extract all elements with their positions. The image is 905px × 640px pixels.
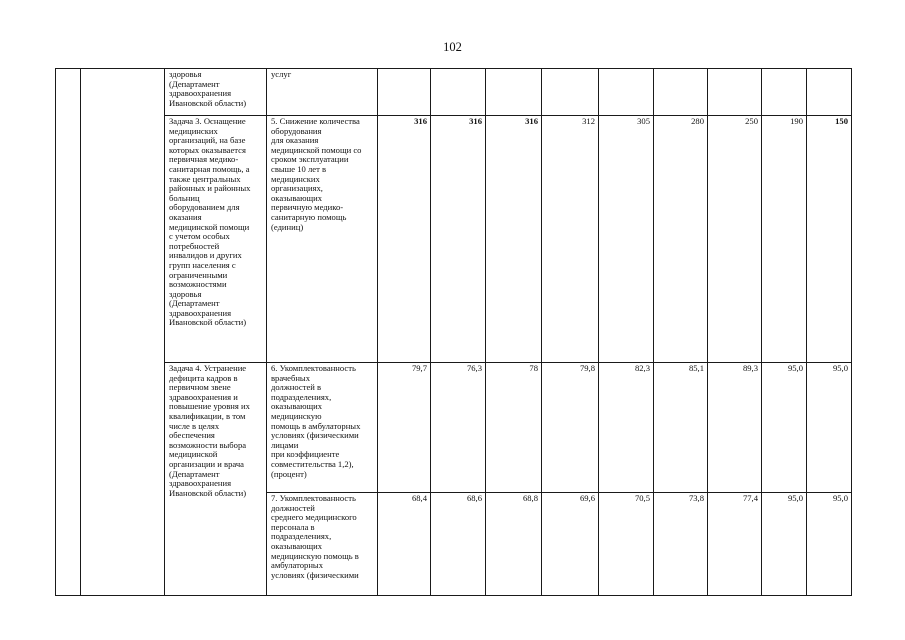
value-cell: 95,0	[807, 493, 852, 596]
indicator-cell: 7. Укомплектованность должностей среднего медицинского персонала в подразделениях, оказывающих медицинскую помощь в амбулаторных условиях (физическими	[267, 493, 378, 596]
value-cell: 95,0	[807, 363, 852, 493]
value-cell: 68,6	[431, 493, 486, 596]
value-cell: 89,3	[708, 363, 762, 493]
value-cell	[378, 69, 431, 116]
value-cell	[708, 69, 762, 116]
value-cell: 316	[431, 116, 486, 363]
value-cell: 77,4	[708, 493, 762, 596]
value-cell: 76,3	[431, 363, 486, 493]
value-cell	[762, 69, 807, 116]
value-cell: 316	[378, 116, 431, 363]
page-number: 102	[443, 40, 462, 54]
value-cell: 68,8	[486, 493, 542, 596]
value-cell: 85,1	[654, 363, 708, 493]
value-cell: 190	[762, 116, 807, 363]
value-cell: 150	[807, 116, 852, 363]
value-cell: 82,3	[599, 363, 654, 493]
value-cell: 280	[654, 116, 708, 363]
value-cell: 69,6	[542, 493, 599, 596]
value-cell: 312	[542, 116, 599, 363]
value-cell: 305	[599, 116, 654, 363]
program-cell	[81, 69, 165, 596]
task-cell: здоровья (Департамент здравоохранения Ивановской области)	[165, 69, 267, 116]
indicator-cell: 5. Снижение количества оборудования для оказания медицинской помощи со сроком эксплуатации свыше 10 лет в медицинских организациях, оказывающих первичную медико- санитарную помощь (единиц)	[267, 116, 378, 363]
value-cell: 316	[486, 116, 542, 363]
value-cell: 79,8	[542, 363, 599, 493]
number-cell	[56, 69, 81, 596]
value-cell	[431, 69, 486, 116]
value-cell: 68,4	[378, 493, 431, 596]
plan-table	[55, 68, 852, 596]
value-cell: 250	[708, 116, 762, 363]
value-cell: 95,0	[762, 493, 807, 596]
indicator-cell: услуг	[267, 69, 378, 116]
value-cell: 73,8	[654, 493, 708, 596]
table-row	[56, 363, 852, 493]
value-cell	[807, 69, 852, 116]
task-cell: Задача 4. Устранение дефицита кадров в первичном звене здравоохранения и повышение уровня их квалификации, в том числе в целях обеспечения возможности выбора медицинской организации и врача (Департамент здравоохранения Ивановской области)	[165, 363, 267, 596]
value-cell	[654, 69, 708, 116]
value-cell: 78	[486, 363, 542, 493]
value-cell	[542, 69, 599, 116]
indicator-cell: 6. Укомплектованность врачебных должностей в подразделениях, оказывающих медицинскую помощь в амбулаторных условиях (физическими лицами при коэффициенте совместительства 1,2), (процент)	[267, 363, 378, 493]
value-cell: 70,5	[599, 493, 654, 596]
value-cell: 79,7	[378, 363, 431, 493]
value-cell	[486, 69, 542, 116]
value-cell: 95,0	[762, 363, 807, 493]
value-cell	[599, 69, 654, 116]
task-cell: Задача 3. Оснащение медицинских организаций, на базе которых оказывается первичная медико- санитарная помощь, а также центральных районных и районных больниц оборудованием для оказания медицинской помощи с учетом особых потребностей инвалидов и других групп населения с ограниченными возможностями здоровья (Департамент здравоохранения Ивановской области)	[165, 116, 267, 363]
table-row	[56, 69, 852, 116]
table-row	[56, 116, 852, 363]
